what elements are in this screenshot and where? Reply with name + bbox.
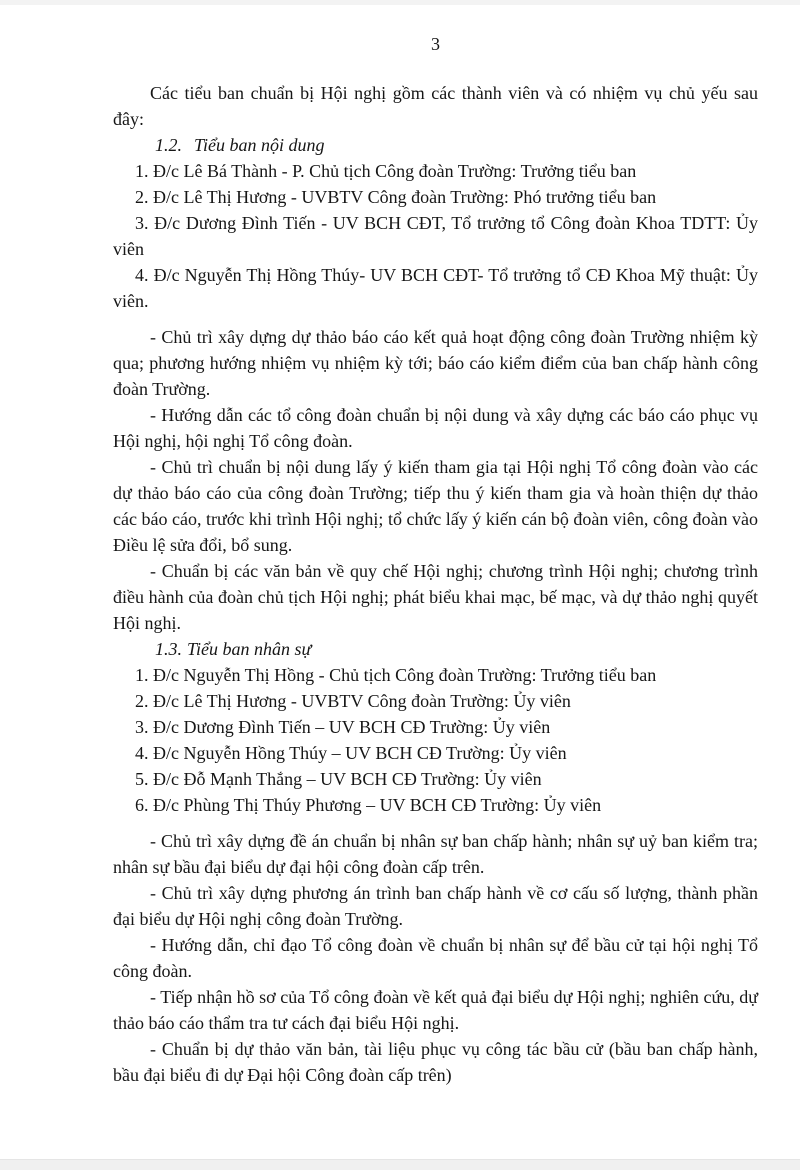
duty-paragraph: - Chuẩn bị các văn bản về quy chế Hội nghị; chương trình Hội nghị; chương trình điều hành của đoàn chủ tịch Hội nghị; phát biểu khai mạc, bế mạc, và dự thảo nghị quyết Hội nghị.: [113, 561, 758, 633]
scan-edge-bottom: [0, 1159, 800, 1170]
section-1-2-heading: [113, 132, 758, 158]
duty-paragraph: - Tiếp nhận hồ sơ của Tổ công đoàn về kết quả đại biểu dự Hội nghị; nghiên cứu, dự thảo báo cáo thẩm tra tư cách đại biểu Hội nghị.: [113, 987, 758, 1033]
member-line: 5. Đ/c Đỗ Mạnh Thắng – UV BCH CĐ Trường: Ủy viên: [135, 769, 542, 789]
duty-paragraph: - Chủ trì xây dựng phương án trình ban chấp hành về cơ cấu số lượng, thành phần đại biểu dự Hội nghị công đoàn Trường.: [113, 883, 758, 929]
heading-number: 1.3.: [155, 639, 182, 659]
heading-number: 1.2.: [155, 135, 182, 155]
duty-paragraph: - Hướng dẫn, chỉ đạo Tổ công đoàn về chuẩn bị nhân sự để bầu cử tại hội nghị Tổ công đoàn.: [113, 935, 758, 981]
section-1-3-heading: [113, 636, 758, 662]
member-line: 2. Đ/c Lê Thị Hương - UVBTV Công đoàn Trường: Phó trưởng tiểu ban: [135, 187, 657, 207]
member-line: 3. Đ/c Dương Đình Tiến - UV BCH CĐT, Tổ trưởng tổ Công đoàn Khoa TDTT: Ủy viên: [113, 213, 758, 259]
page-number: 3: [431, 34, 440, 54]
duty-paragraph: - Chuẩn bị dự thảo văn bản, tài liệu phục vụ công tác bầu cử (bầu ban chấp hành, bầu đại biểu đi dự Đại hội Công đoàn cấp trên): [113, 1039, 758, 1085]
duty-paragraph: - Chủ trì xây dựng dự thảo báo cáo kết quả hoạt động công đoàn Trường nhiệm kỳ qua; phương hướng nhiệm vụ nhiệm kỳ tới; báo cáo kiểm điểm của ban chấp hành công đoàn Trường.: [113, 327, 758, 399]
heading-label: Tiểu ban nhân sự: [187, 639, 312, 659]
intro-paragraph: Các tiểu ban chuẩn bị Hội nghị gồm các thành viên và có nhiệm vụ chủ yếu sau đây:: [113, 83, 758, 129]
member-line: 3. Đ/c Dương Đình Tiến – UV BCH CĐ Trường: Ủy viên: [135, 717, 551, 737]
member-line: 1. Đ/c Nguyễn Thị Hồng - Chủ tịch Công đoàn Trường: Trưởng tiểu ban: [135, 665, 657, 685]
member-line: 4. Đ/c Nguyễn Thị Hồng Thúy- UV BCH CĐT- Tổ trưởng tổ CĐ Khoa Mỹ thuật: Ủy viên.: [113, 265, 758, 311]
member-line: 4. Đ/c Nguyễn Hồng Thúy – UV BCH CĐ Trường: Ủy viên: [135, 743, 567, 763]
heading-label: Tiểu ban nội dung: [194, 135, 325, 155]
member-line: 6. Đ/c Phùng Thị Thúy Phương – UV BCH CĐ Trường: Ủy viên: [135, 795, 602, 815]
member-line: 2. Đ/c Lê Thị Hương - UVBTV Công đoàn Trường: Ủy viên: [135, 691, 571, 711]
duty-paragraph: - Hướng dẫn các tổ công đoàn chuẩn bị nội dung và xây dựng các báo cáo phục vụ Hội nghị, hội nghị Tổ công đoàn.: [113, 405, 758, 451]
document-content: [113, 80, 758, 1088]
member-line: 1. Đ/c Lê Bá Thành - P. Chủ tịch Công đoàn Trường: Trưởng tiểu ban: [135, 161, 637, 181]
scan-edge-top: [0, 0, 800, 5]
duty-paragraph: - Chủ trì xây dựng đề án chuẩn bị nhân sự ban chấp hành; nhân sự uỷ ban kiểm tra; nhân sự bầu đại biểu dự đại hội công đoàn cấp trên.: [113, 831, 758, 877]
duty-paragraph: - Chủ trì chuẩn bị nội dung lấy ý kiến tham gia tại Hội nghị Tổ công đoàn vào các dự thảo báo cáo của công đoàn Trường; tiếp thu ý kiến tham gia và hoàn thiện dự thảo các báo cáo, trước khi trình Hội nghị; tổ chức lấy ý kiến cán bộ đoàn viên, công đoàn vào Điều lệ sửa đổi, bổ sung.: [113, 457, 758, 555]
